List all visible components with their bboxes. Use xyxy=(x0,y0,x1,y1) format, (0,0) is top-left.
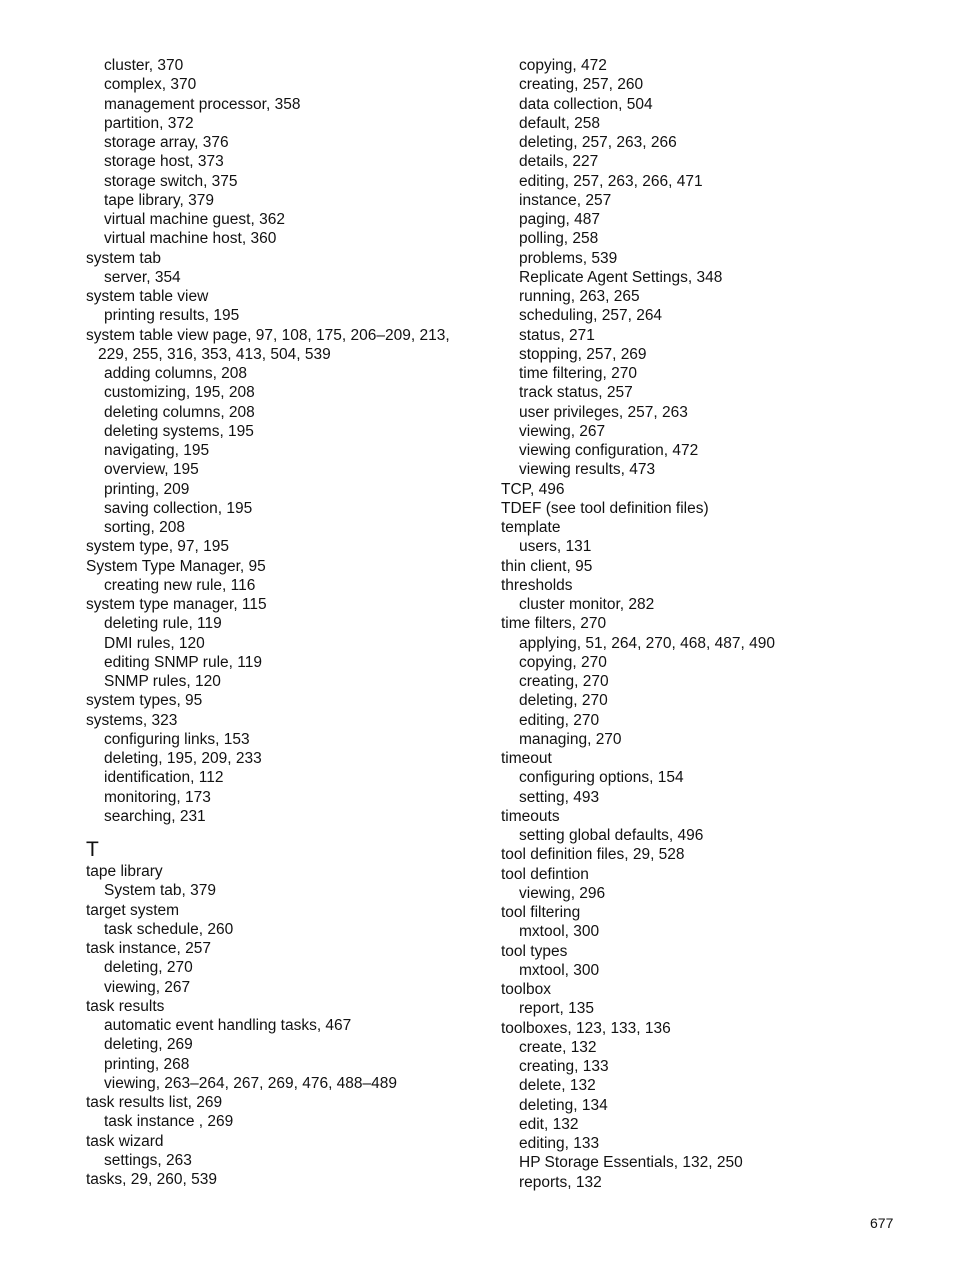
index-subentry: copying, 472 xyxy=(519,57,607,74)
index-subentry: complex, 370 xyxy=(104,76,197,94)
index-entry: tool defintion xyxy=(501,865,589,883)
index-subentry: settings, 263 xyxy=(104,1151,192,1169)
index-subentry: searching, 231 xyxy=(104,807,206,825)
index-subentry: storage array, 376 xyxy=(104,134,229,151)
index-subentry: automatic event handling tasks, 467 xyxy=(104,1017,352,1034)
index-subentry: tape library, 379 xyxy=(104,191,214,209)
index-subentry: viewing, 267 xyxy=(104,978,191,996)
index-entry: system types, 95 xyxy=(86,692,203,710)
index-subentry: deleting systems, 195 xyxy=(104,422,254,440)
index-subentry: identification, 112 xyxy=(104,769,224,787)
index-subentry: editing, 257, 263, 266, 471 xyxy=(519,172,703,190)
index-subentry: creating, 257, 260 xyxy=(519,76,644,94)
index-entry: tool filtering xyxy=(501,904,581,921)
index-subentry: polling, 258 xyxy=(519,230,599,248)
index-subentry: details, 227 xyxy=(519,153,599,171)
index-subentry: mxtool, 300 xyxy=(519,923,600,941)
index-subentry: partition, 372 xyxy=(104,114,194,132)
index-subentry: deleting rule, 119 xyxy=(104,615,222,633)
index-entry: time filters, 270 xyxy=(501,615,607,633)
index-subentry: configuring options, 154 xyxy=(519,769,684,787)
index-subentry: creating new rule, 116 xyxy=(104,576,256,594)
index-entry: system tab xyxy=(86,249,161,267)
index-entry: TCP, 496 xyxy=(501,480,565,498)
index-entry: task instance, 257 xyxy=(86,940,211,957)
index-subentry: editing, 270 xyxy=(519,711,600,729)
index-subentry: task schedule, 260 xyxy=(104,920,234,938)
index-subentry: status, 271 xyxy=(519,326,595,344)
index-subentry: managing, 270 xyxy=(519,730,622,748)
index-subentry: deleting columns, 208 xyxy=(104,403,255,421)
index-subentry: storage switch, 375 xyxy=(104,172,238,190)
index-subentry: copying, 270 xyxy=(519,653,607,671)
index-entry: TDEF (see tool definition files) xyxy=(501,499,709,517)
index-entry: system type manager, 115 xyxy=(86,596,267,613)
index-subentry: navigating, 195 xyxy=(104,442,210,459)
index-subentry: DMI rules, 120 xyxy=(104,634,205,652)
index-subentry: stopping, 257, 269 xyxy=(519,345,647,363)
index-entry: thin client, 95 xyxy=(501,557,593,575)
index-subentry: Replicate Agent Settings, 348 xyxy=(519,268,723,286)
index-entry: toolboxes, 123, 133, 136 xyxy=(501,1019,671,1037)
index-subentry: track status, 257 xyxy=(519,384,633,402)
index-subentry: saving collection, 195 xyxy=(104,499,253,517)
index-column-left xyxy=(86,56,506,1189)
index-entry: tasks, 29, 260, 539 xyxy=(86,1171,217,1188)
index-subentry: printing, 268 xyxy=(104,1055,190,1073)
index-entry: systems, 323 xyxy=(86,711,178,729)
index-subentry: adding columns, 208 xyxy=(104,365,248,382)
index-entry: thresholds xyxy=(501,576,573,594)
index-subentry: paging, 487 xyxy=(519,211,601,228)
index-entry: system table view page, 97, 108, 175, 206–209, 213, xyxy=(86,326,450,344)
index-subentry: creating, 133 xyxy=(519,1058,609,1075)
index-subentry: SNMP rules, 120 xyxy=(104,673,221,690)
index-subentry: sorting, 208 xyxy=(104,519,185,536)
index-subentry: configuring links, 153 xyxy=(104,730,250,748)
index-subentry: setting global defaults, 496 xyxy=(519,827,704,844)
index-subentry: virtual machine host, 360 xyxy=(104,230,277,248)
index-subentry: mxtool, 300 xyxy=(519,961,600,979)
index-subentry: overview, 195 xyxy=(104,461,199,479)
index-entry: task wizard xyxy=(86,1132,164,1150)
index-subentry: time filtering, 270 xyxy=(519,365,638,382)
index-subentry: cluster monitor, 282 xyxy=(519,596,655,613)
index-subentry: deleting, 257, 263, 266 xyxy=(519,134,677,151)
index-subentry: task instance , 269 xyxy=(104,1113,234,1131)
index-subentry: edit, 132 xyxy=(519,1115,579,1133)
index-entry: system table view xyxy=(86,288,209,305)
index-section-letter: T xyxy=(86,838,99,861)
index-subentry: viewing, 263–264, 267, 269, 476, 488–489 xyxy=(104,1074,398,1092)
index-subentry: cluster, 370 xyxy=(104,57,184,74)
page-number: 677 xyxy=(870,1215,894,1231)
index-subentry: users, 131 xyxy=(519,538,592,556)
index-subentry: scheduling, 257, 264 xyxy=(519,307,663,325)
index-entry: template xyxy=(501,519,561,536)
index-subentry: creating, 270 xyxy=(519,673,609,690)
index-subentry: management processor, 358 xyxy=(104,95,301,113)
index-subentry: deleting, 195, 209, 233 xyxy=(104,750,262,767)
index-subentry: viewing, 296 xyxy=(519,884,606,902)
index-subentry: create, 132 xyxy=(519,1038,597,1056)
index-subentry: instance, 257 xyxy=(519,191,612,209)
index-subentry: storage host, 373 xyxy=(104,153,224,171)
index-column-right xyxy=(501,56,921,1192)
index-subentry: default, 258 xyxy=(519,114,601,132)
index-subentry: deleting, 270 xyxy=(519,692,608,710)
index-entry: task results xyxy=(86,997,165,1015)
index-entry: tool types xyxy=(501,942,568,960)
index-subentry: deleting, 134 xyxy=(519,1096,608,1114)
index-subentry: server, 354 xyxy=(104,268,181,286)
index-subentry: printing, 209 xyxy=(104,480,190,498)
index-subentry: deleting, 269 xyxy=(104,1036,193,1054)
index-entry: toolbox xyxy=(501,981,551,998)
index-subentry: virtual machine guest, 362 xyxy=(104,211,285,228)
index-subentry: monitoring, 173 xyxy=(104,788,211,806)
index-subentry: reports, 132 xyxy=(519,1173,602,1191)
index-subentry: setting, 493 xyxy=(519,788,600,806)
index-entry: timeout xyxy=(501,750,552,767)
index-subentry: report, 135 xyxy=(519,1000,594,1018)
index-subentry: viewing configuration, 472 xyxy=(519,442,699,459)
index-subentry: System tab, 379 xyxy=(104,882,217,900)
index-entry: System Type Manager, 95 xyxy=(86,557,266,575)
index-subentry: user privileges, 257, 263 xyxy=(519,403,688,421)
index-subentry: customizing, 195, 208 xyxy=(104,384,255,402)
index-subentry: problems, 539 xyxy=(519,249,618,267)
index-subentry: editing, 133 xyxy=(519,1135,600,1152)
index-subentry: printing results, 195 xyxy=(104,307,240,325)
index-subentry: HP Storage Essentials, 132, 250 xyxy=(519,1154,743,1172)
index-entry: tape library xyxy=(86,863,163,880)
index-entry: target system xyxy=(86,901,180,919)
index-subentry: applying, 51, 264, 270, 468, 487, 490 xyxy=(519,634,775,652)
index-subentry: deleting, 270 xyxy=(104,959,193,977)
index-subentry: delete, 132 xyxy=(519,1077,596,1095)
index-subentry: data collection, 504 xyxy=(519,95,653,113)
index-subentry: running, 263, 265 xyxy=(519,288,640,305)
index-entry: tool definition files, 29, 528 xyxy=(501,846,685,864)
index-entry: system type, 97, 195 xyxy=(86,538,230,556)
index-entry: 229, 255, 316, 353, 413, 504, 539 xyxy=(98,345,331,363)
index-entry: task results list, 269 xyxy=(86,1094,223,1111)
index-entry: timeouts xyxy=(501,807,560,825)
index-subentry: viewing results, 473 xyxy=(519,461,656,479)
index-subentry: viewing, 267 xyxy=(519,422,606,440)
index-subentry: editing SNMP rule, 119 xyxy=(104,653,262,671)
